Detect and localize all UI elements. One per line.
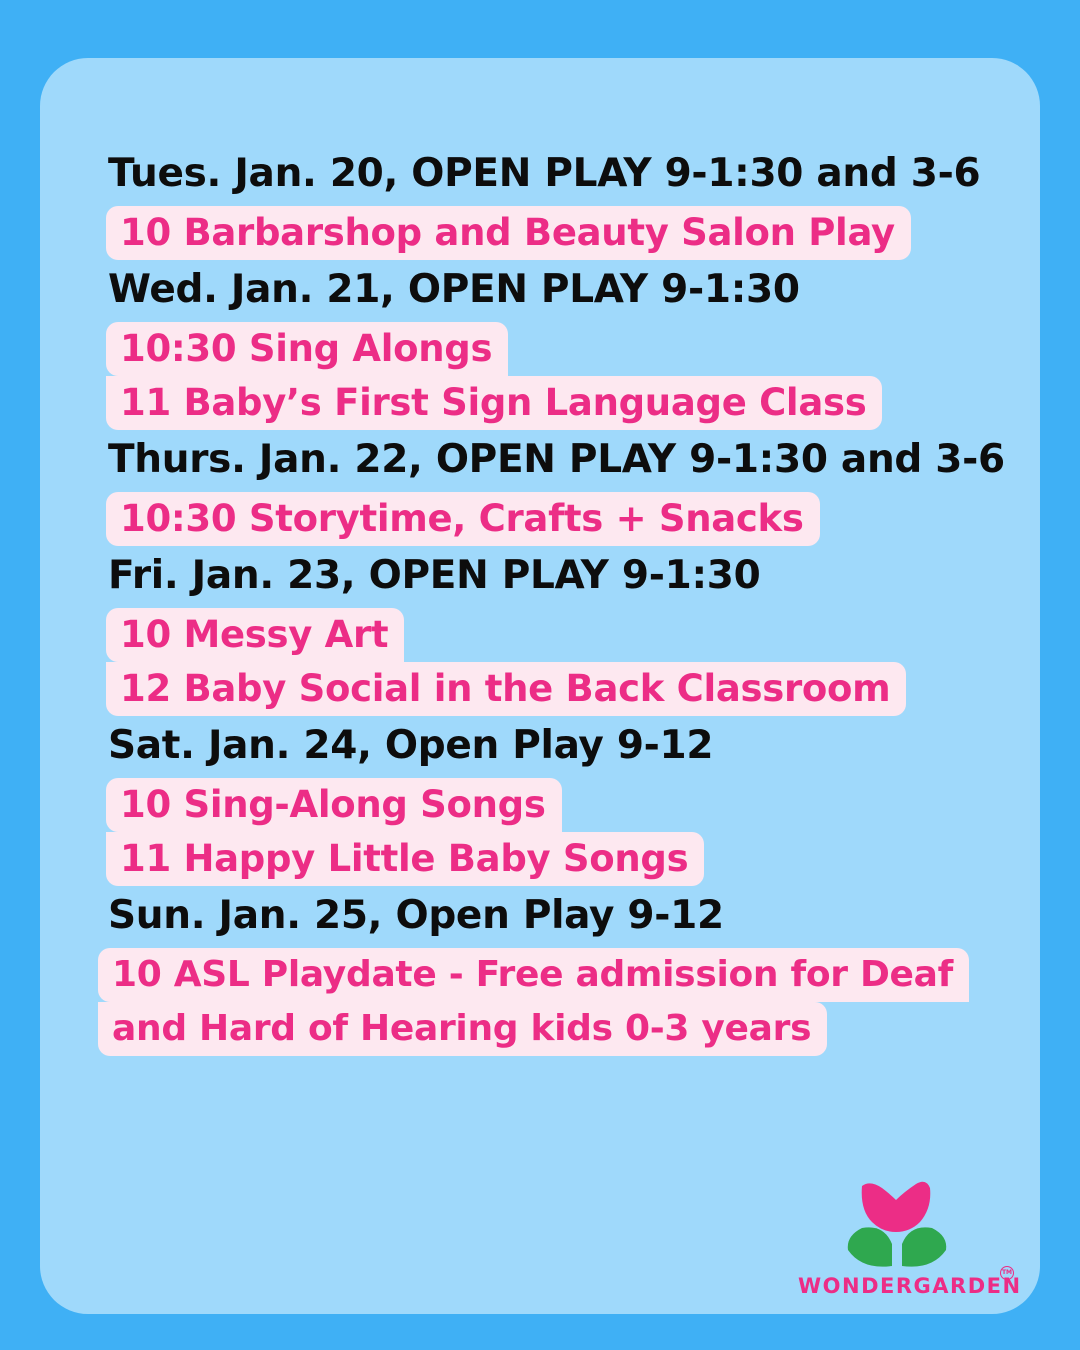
day-heading-friday: Fri. Jan. 23, OPEN PLAY 9-1:30 bbox=[108, 553, 761, 598]
events-sunday bbox=[98, 948, 1041, 1056]
day-heading-saturday: Sat. Jan. 24, Open Play 9-12 bbox=[108, 723, 714, 768]
events-thursday bbox=[106, 492, 1041, 546]
day-heading-sunday: Sun. Jan. 25, Open Play 9-12 bbox=[108, 893, 724, 938]
event-item: 10 Barbarshop and Beauty Salon Play bbox=[106, 206, 911, 260]
day-heading-thursday: Thurs. Jan. 22, OPEN PLAY 9-1:30 and 3-6 bbox=[108, 437, 1005, 482]
event-item: 12 Baby Social in the Back Classroom bbox=[106, 662, 906, 716]
event-item: 10 Messy Art bbox=[106, 608, 404, 662]
event-item: 11 Baby’s First Sign Language Class bbox=[106, 376, 882, 430]
trademark-symbol: TM bbox=[1000, 1266, 1014, 1280]
weekly-schedule bbox=[106, 148, 1041, 1060]
events-tuesday bbox=[106, 206, 1041, 260]
events-friday bbox=[106, 608, 1041, 716]
event-item: 10:30 Storytime, Crafts + Snacks bbox=[106, 492, 820, 546]
events-wednesday bbox=[106, 322, 1041, 430]
event-item: 10 Sing-Along Songs bbox=[106, 778, 562, 832]
event-item: 11 Happy Little Baby Songs bbox=[106, 832, 704, 886]
day-heading-wednesday: Wed. Jan. 21, OPEN PLAY 9-1:30 bbox=[108, 267, 800, 312]
events-saturday bbox=[106, 778, 1041, 886]
event-item: and Hard of Hearing kids 0-3 years bbox=[98, 1002, 827, 1056]
wondergarden-logo bbox=[796, 1178, 1022, 1308]
brand-name: WONDERGARDEN bbox=[798, 1274, 1022, 1298]
day-heading-tuesday: Tues. Jan. 20, OPEN PLAY 9-1:30 and 3-6 bbox=[108, 151, 981, 196]
event-item: 10:30 Sing Alongs bbox=[106, 322, 508, 376]
tulip-icon bbox=[844, 1178, 954, 1270]
event-item: 10 ASL Playdate - Free admission for Deaf bbox=[98, 948, 969, 1002]
